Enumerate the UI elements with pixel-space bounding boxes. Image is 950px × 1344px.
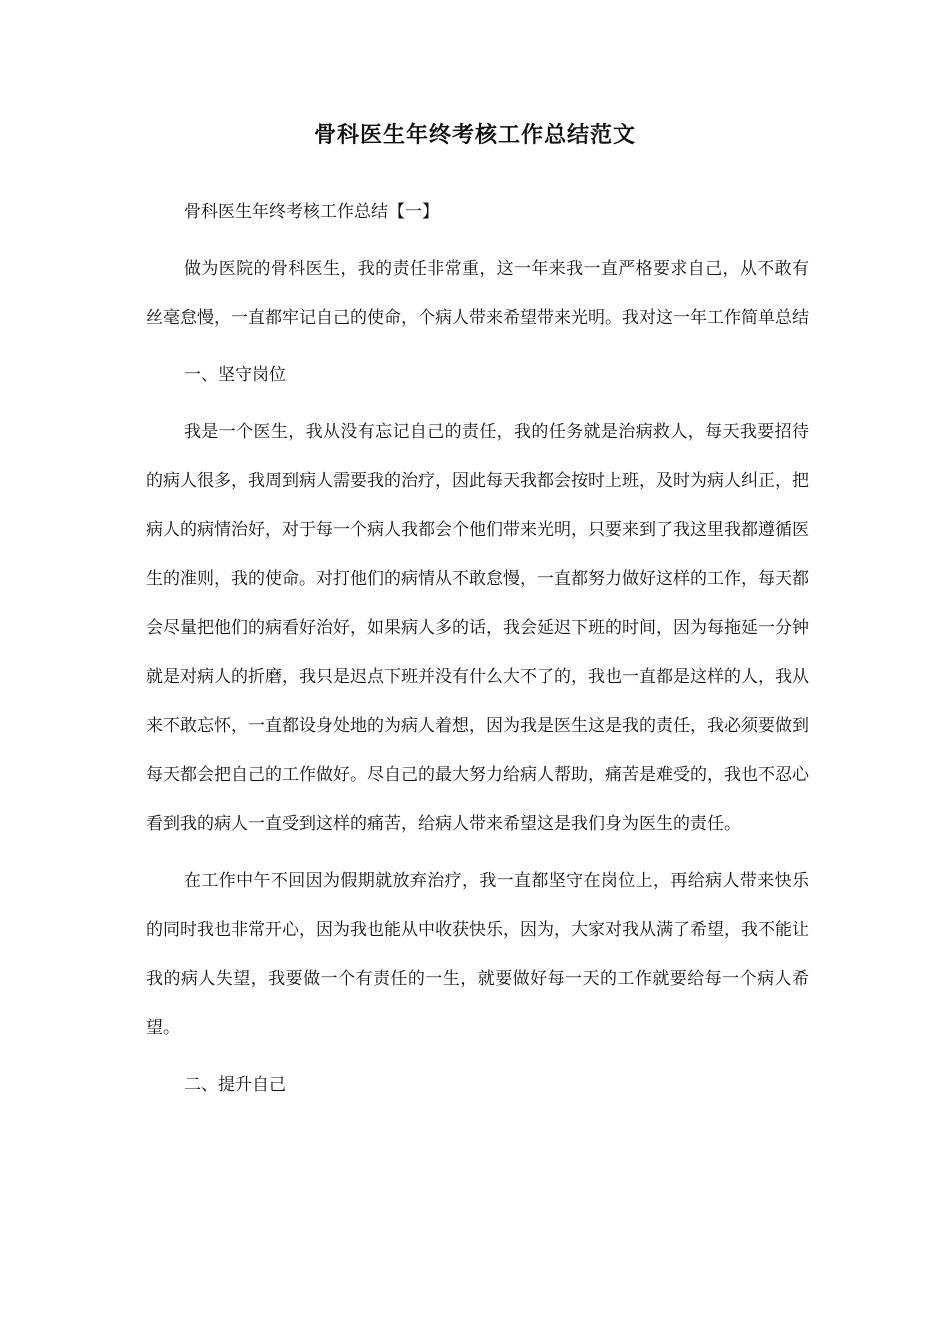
section-heading: 骨科医生年终考核工作总结【一】: [184, 202, 439, 222]
paragraph-2: 在工作中午不回因为假期就放弃治疗，我一直都坚守在岗位上，再给病人带来快乐的同时我也非常开心，因为我也能从中收获快乐，因为，大家对我从满了希望，我不能让我的病人失望，我要做一个有责任的一生，就要做好每一天的工作就要给每一个病人希望。: [146, 871, 809, 1038]
subheading-2: 二、提升自己: [184, 1075, 286, 1095]
paragraph-1: 我是一个医生，我从没有忘记自己的责任，我的任务就是治病救人，每天我要招待的病人很多，我周到病人需要我的治疗，因此每天我都会按时上班，及时为病人纠正，把病人的病情治好，对于每一个病人我都会个他们带来光明，只要来到了我这里我都遵循医生的准则，我的使命。对打他们的病情从不敢怠慢，一直都努力做好这样的工作，每天都会尽量把他们的病看好治好，如果病人多的话，我会延迟下班的时间，因为每拖延一分钟就是对病人的折磨，我只是迟点下班并没有什么大不了的，我也一直都是这样的人，我从来不敢忘怀，一直都设身处地的为病人着想，因为我是医生这是我的责任，我必须要做到每天都会把自己的工作做好。尽自己的最大努力给病人帮助，痛苦是难受的，我也不忍心看到我的病人一直受到这样的痛苦，给病人带来希望这是我们身为医生的责任。: [146, 422, 809, 834]
document-title: 骨科医生年终考核工作总结范文: [313, 122, 636, 148]
document-body: [146, 188, 809, 1118]
subheading-1: 一、坚守岗位: [184, 365, 286, 385]
intro-paragraph: 做为医院的骨科医生，我的责任非常重，这一年来我一直严格要求自己，从不敢有丝毫怠慢，一直都牢记自己的使命，个病人带来希望带来光明。我对这一年工作简单总结: [146, 259, 809, 328]
